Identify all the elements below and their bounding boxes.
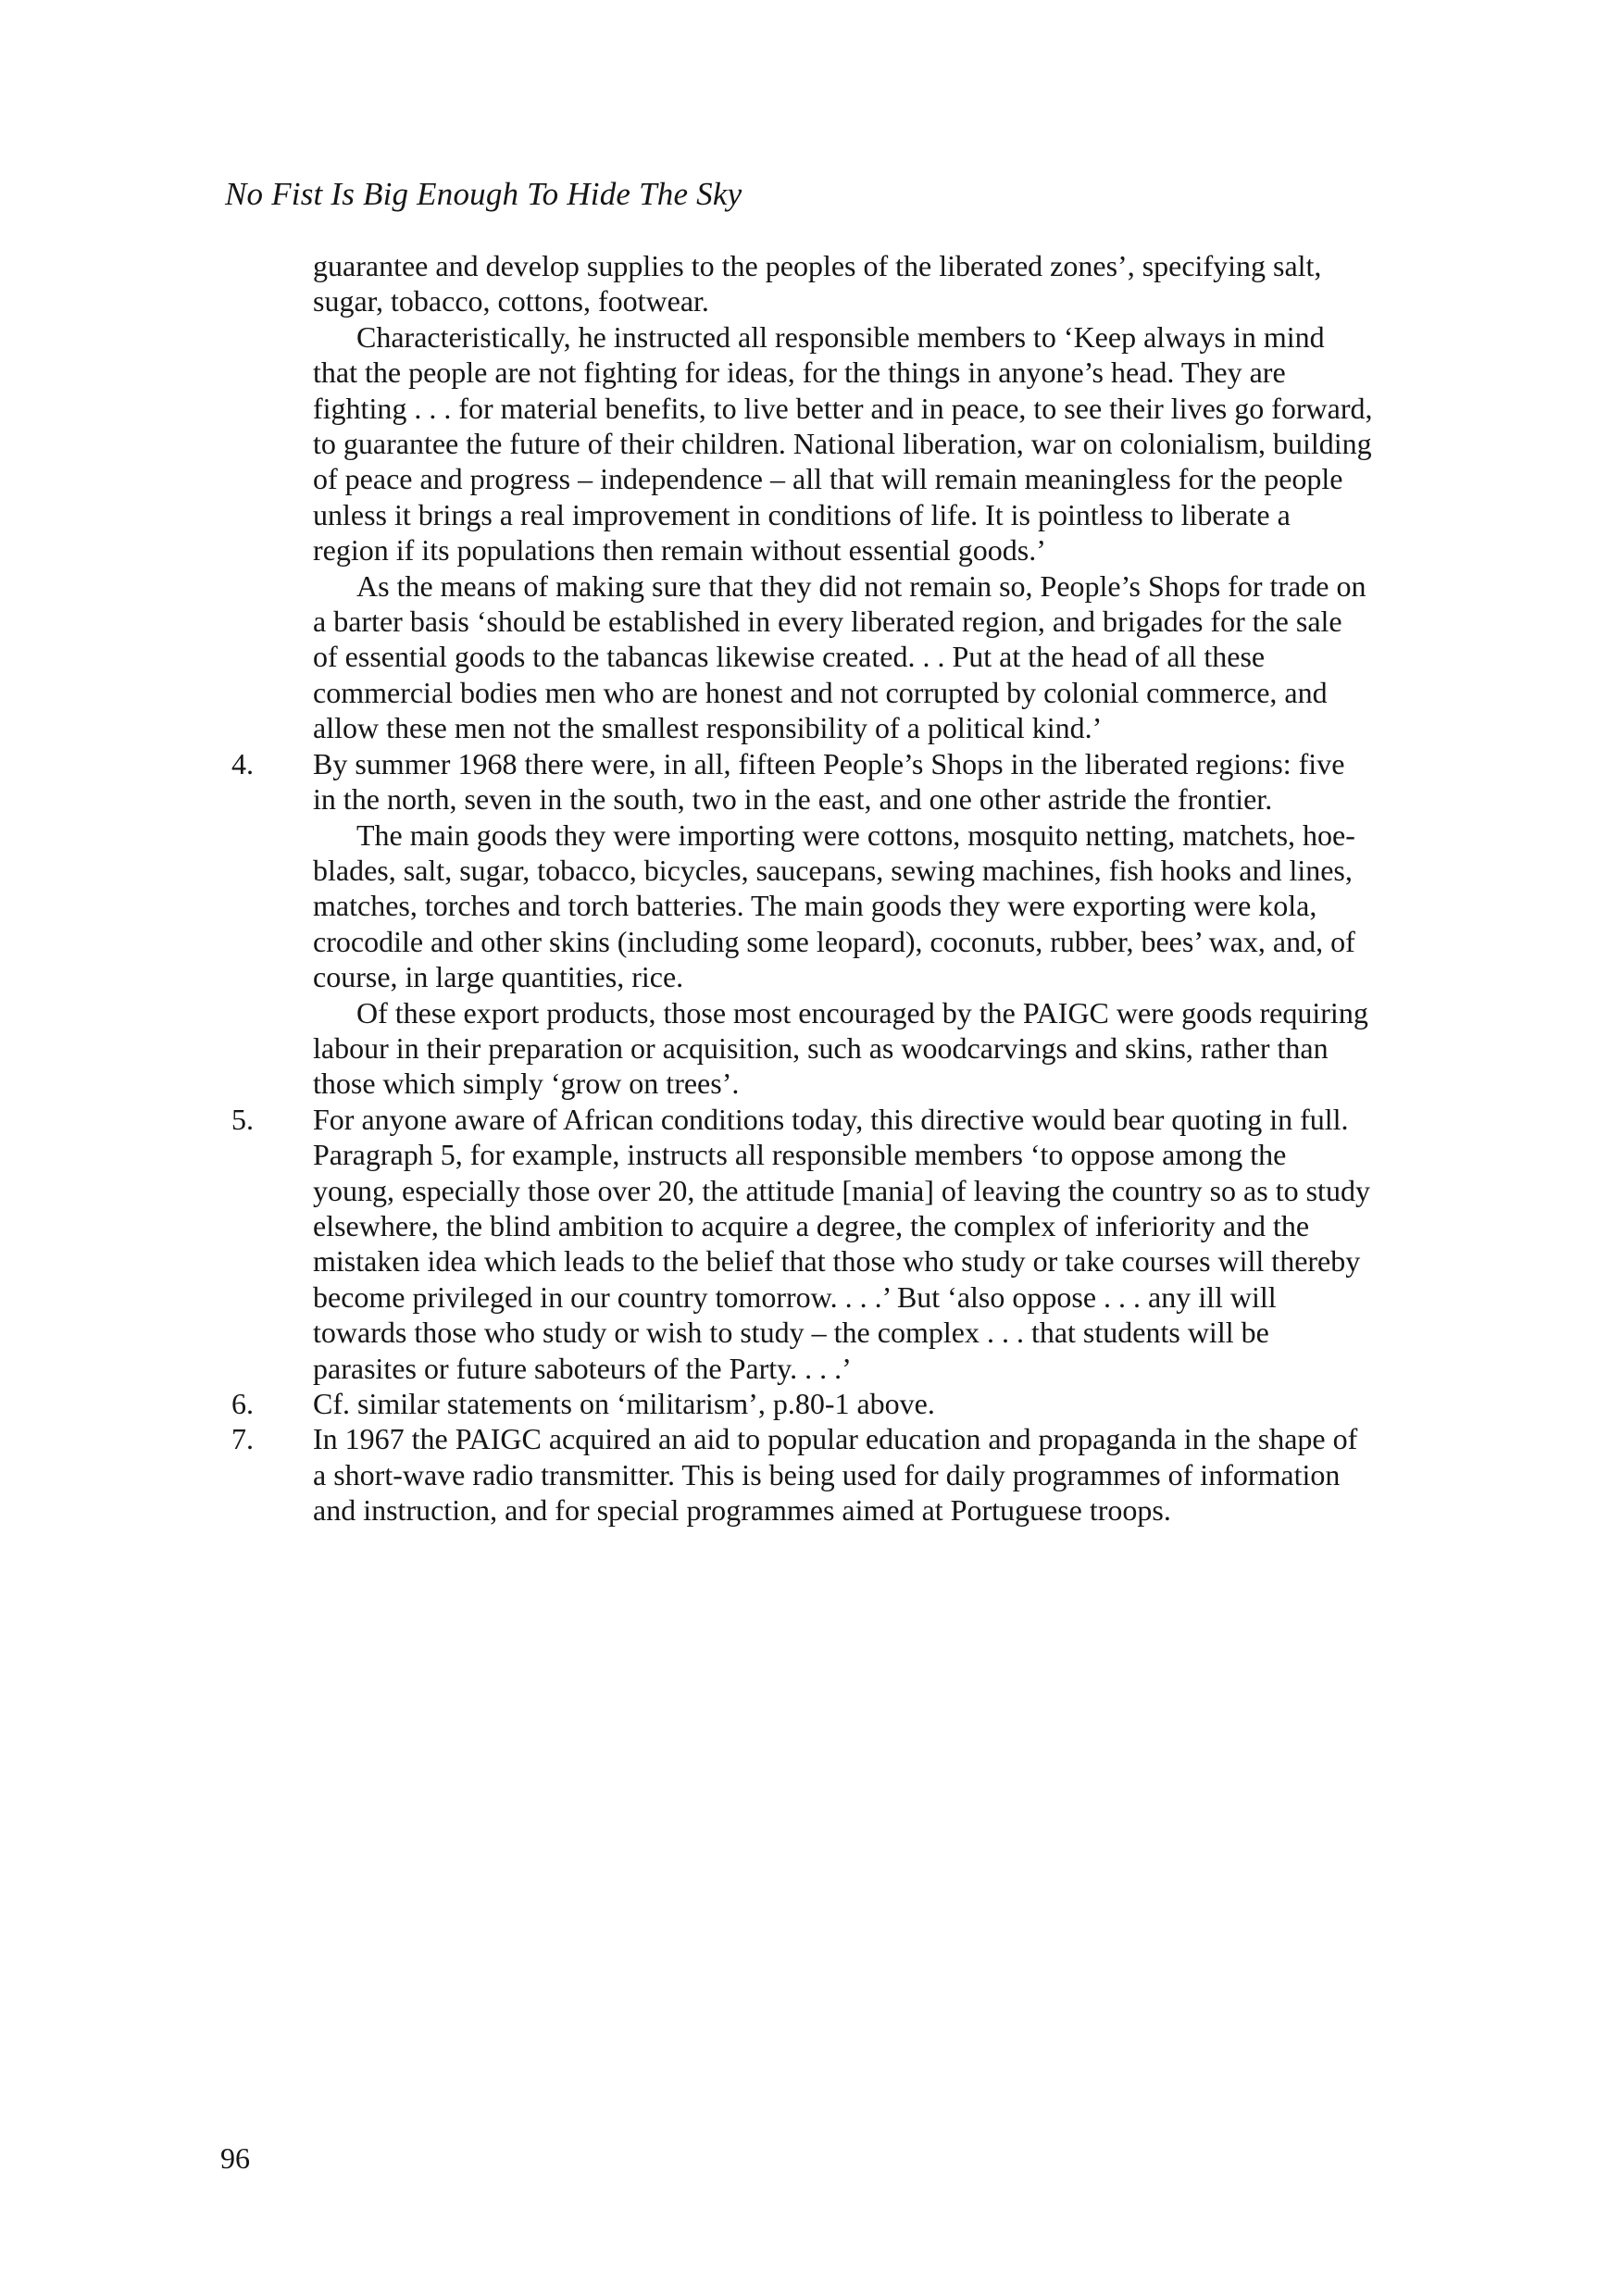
note-7 xyxy=(231,1421,1373,1528)
note-number: 4. xyxy=(231,746,254,780)
note-paragraph: By summer 1968 there were, in all, fifteen People’s Shops in the liberated regions: five in the north, seven in the south, two in the east, and one other astride the frontier. xyxy=(313,746,1345,817)
note-paragraph: Of these export products, those most encouraged by the PAIGC were goods requiring labour in their preparation or acquisition, such as woodcarvings and skins, rather than those which simply ‘grow on trees’. xyxy=(313,995,1368,1101)
notes-body xyxy=(231,248,1373,1529)
note-4 xyxy=(231,746,1373,1102)
note-paragraph: For anyone aware of African conditions today, this directive would bear quoting in full. Paragraph 5, for example, instructs all responsible members ‘to oppose among the young, especially those over 20, the attitude [mania] of leaving the country so as to study elsewhere, the blind ambition to acquire a degree, the complex of inferiority and the mistaken idea which leads to the belief that those who study or take courses will thereby become privileged in our country tomorrow. . . .’ But ‘also oppose . . . any ill will towards those who study or wish to study – the complex . . . that students will be parasites or future saboteurs of the Party. . . .’ xyxy=(313,1102,1370,1385)
note-paragraph: Cf. similar statements on ‘militarism’, p.80-1 above. xyxy=(313,1387,935,1420)
note-6 xyxy=(231,1386,1373,1421)
note-continuation xyxy=(313,248,1373,746)
note-paragraph: In 1967 the PAIGC acquired an aid to popular education and propaganda in the shape of a short-wave radio transmitter. This is being used for daily programmes of information and instruction, and for special programmes aimed at Portuguese troops. xyxy=(313,1422,1358,1528)
note-number: 6. xyxy=(231,1387,254,1420)
note-5 xyxy=(231,1102,1373,1386)
note-number: 7. xyxy=(231,1422,254,1456)
note-paragraph: The main goods they were importing were cottons, mosquito netting, matchets, hoe-blades, salt, sugar, tobacco, bicycles, saucepans, sewing machines, fish hooks and lines, matches, torches and torch batteries. The main goods they were exporting were kola, crocodile and other skins (including some leopard), coconuts, rubber, bees’ wax, and, of course, in large quantities, rice. xyxy=(313,817,1355,994)
running-head: No Fist Is Big Enough To Hide The Sky xyxy=(225,176,742,212)
note-paragraph: guarantee and develop supplies to the peoples of the liberated zones’, specifying salt, sugar, tobacco, cottons, footwear. xyxy=(313,249,1322,318)
note-paragraph: Characteristically, he instructed all responsible members to ‘Keep always in mind that the people are not fighting for ideas, for the things in anyone’s head. They are fighting . . . for material benefits, to live better and in peace, to see their lives go forward, to guarantee the future of their children. National liberation, war on colonialism, building of peace and progress – independence – all that will remain meaningless for the people unless it brings a real improvement in conditions of life. It is pointless to liberate a region if its populations then remain without essential goods.’ xyxy=(313,319,1373,568)
note-number: 5. xyxy=(231,1102,254,1136)
page-number: 96 xyxy=(220,2141,250,2175)
note-paragraph: As the means of making sure that they did not remain so, People’s Shops for trade on a barter basis ‘should be established in every liberated region, and brigades for the sale of essential goods to the tabancas likewise created. . . Put at the head of all these commercial bodies men who are honest and not corrupted by colonial commerce, and allow these men not the smallest responsibility of a political kind.’ xyxy=(313,568,1366,745)
